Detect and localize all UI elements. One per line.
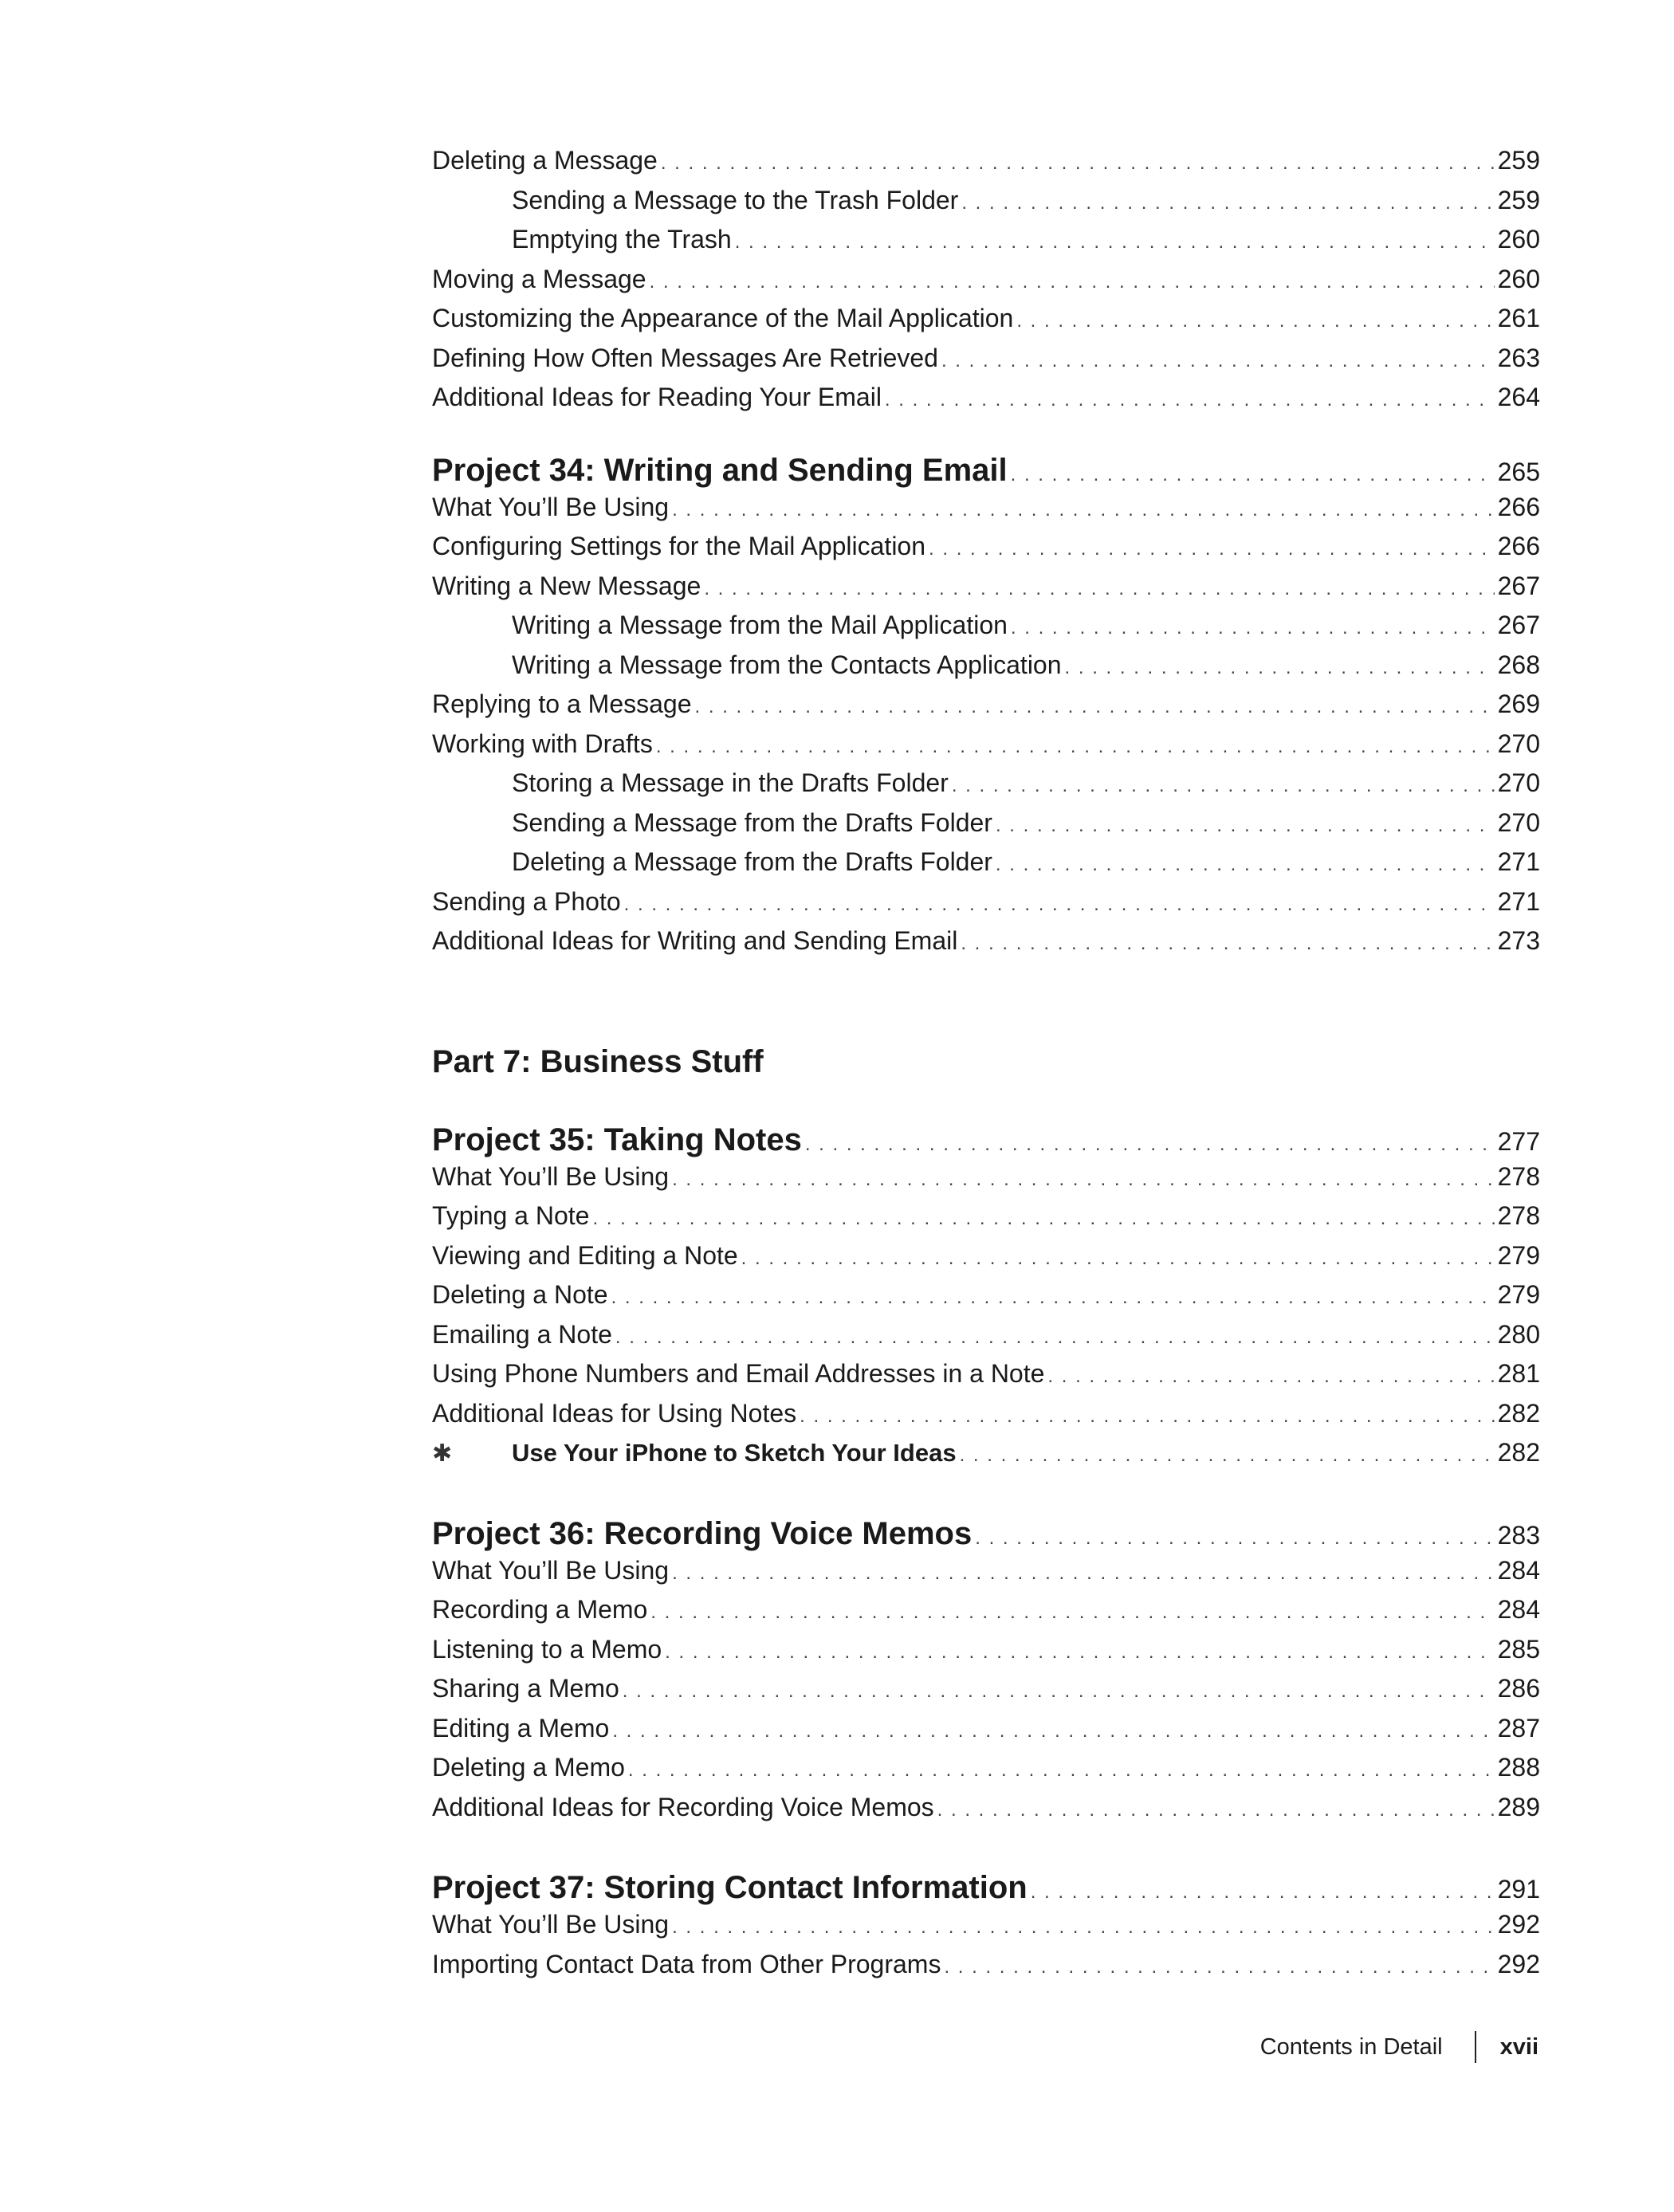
toc-entry-page: 284 <box>1497 1595 1540 1624</box>
toc-entry <box>432 1635 1540 1675</box>
asterisk-icon: ✱ <box>432 1440 453 1467</box>
dot-leader <box>624 894 1495 916</box>
dot-leader <box>672 1169 1495 1191</box>
toc-entry-page: 282 <box>1497 1398 1540 1428</box>
toc-entry-title: Viewing and Editing a Note <box>432 1240 738 1270</box>
toc-entry-title: Use Your iPhone to Sketch Your Ideas <box>512 1439 957 1467</box>
project-title: Project 34: Writing and Sending Email <box>432 452 1008 488</box>
dot-leader <box>628 1759 1495 1782</box>
project-page: 283 <box>1497 1520 1540 1550</box>
project-34-heading <box>432 453 1540 493</box>
dot-leader <box>961 933 1494 955</box>
toc-entry <box>432 926 1540 966</box>
dot-leader <box>615 1326 1495 1349</box>
project-page: 265 <box>1497 457 1540 486</box>
dot-leader <box>741 1247 1495 1270</box>
toc-entry-page: 268 <box>1497 650 1540 679</box>
project-title: Project 37: Storing Contact Information <box>432 1870 1028 1905</box>
toc-entry-title: Sending a Photo <box>432 886 621 916</box>
toc-entry-title: Using Phone Numbers and Email Addresses in a Note <box>432 1359 1045 1388</box>
dot-leader <box>672 1916 1495 1939</box>
toc-entry <box>432 146 1540 186</box>
toc-entry <box>432 1280 1540 1320</box>
toc-entry-title: Deleting a Note <box>432 1280 608 1309</box>
toc-entry-page: 263 <box>1497 343 1540 372</box>
toc-entry-page: 266 <box>1497 532 1540 560</box>
toc-entry-page: 278 <box>1497 1161 1540 1191</box>
toc-entry <box>432 1320 1540 1360</box>
toc-entry-title: Deleting a Message from the Drafts Folder <box>512 847 992 876</box>
toc-entry-title: Additional Ideas for Using Notes <box>432 1398 797 1428</box>
dot-leader <box>996 854 1495 876</box>
toc-entry <box>432 1241 1540 1281</box>
toc-entry <box>432 1595 1540 1635</box>
toc-entry-title: Sharing a Memo <box>432 1674 619 1703</box>
toc-entry <box>432 572 1540 611</box>
toc-special-entry <box>432 1438 1540 1478</box>
toc-entry-title: Writing a Message from the Mail Application <box>512 611 1008 639</box>
footer-divider <box>1475 2031 1476 2063</box>
part-7-heading: Part 7: Business Stuff <box>432 1043 764 1079</box>
dot-leader <box>952 775 1495 797</box>
toc-entry-title: Customizing the Appearance of the Mail Application <box>432 304 1014 332</box>
toc-entry <box>432 1399 1540 1439</box>
toc-entry <box>432 383 1540 422</box>
footer-section-label: Contents in Detail <box>1259 2033 1443 2060</box>
toc-entry-page: 284 <box>1497 1555 1540 1585</box>
toc-entry-title: Writing a New Message <box>432 571 701 600</box>
toc-entry-title: Editing a Memo <box>432 1713 610 1742</box>
toc-entry <box>432 1793 1540 1833</box>
toc-entry-title: Typing a Note <box>432 1201 590 1230</box>
toc-entry-title: Replying to a Message <box>432 690 692 718</box>
toc-entry-title: Working with Drafts <box>432 729 653 758</box>
toc-entry-title: What You’ll Be Using <box>432 492 670 521</box>
toc-entry <box>432 1359 1540 1399</box>
dot-leader <box>885 389 1495 411</box>
toc-entry-page: 288 <box>1497 1753 1540 1782</box>
dot-leader <box>1047 1365 1494 1388</box>
toc-entry-title: Emailing a Note <box>432 1319 612 1349</box>
toc-entry-page: 289 <box>1497 1792 1540 1821</box>
toc-entry-page: 292 <box>1497 1949 1540 1978</box>
dot-leader <box>800 1405 1494 1428</box>
toc-entry-title: Configuring Settings for the Mail Application <box>432 532 926 560</box>
toc-entry-title: Deleting a Memo <box>432 1753 625 1782</box>
toc-entry <box>432 1556 1540 1596</box>
toc-entry-page: 273 <box>1497 926 1540 955</box>
project-title: Project 36: Recording Voice Memos <box>432 1515 973 1551</box>
dot-leader <box>661 152 1495 175</box>
toc-entry-title: Emptying the Trash <box>512 225 732 253</box>
toc-entry-page: 264 <box>1497 383 1540 411</box>
project-title: Project 35: Taking Notes <box>432 1122 802 1157</box>
toc-entry-page: 280 <box>1497 1319 1540 1349</box>
toc-subentry <box>432 847 1540 887</box>
toc-entry <box>432 493 1540 532</box>
dot-leader <box>650 1601 1494 1624</box>
project-page: 277 <box>1497 1126 1540 1156</box>
toc-entry-page: 270 <box>1497 807 1540 837</box>
dot-leader <box>623 1680 1495 1703</box>
toc-entry <box>432 1910 1540 1950</box>
dot-leader <box>650 271 1495 293</box>
dot-leader <box>665 1641 1494 1664</box>
toc-entry-title: Listening to a Memo <box>432 1634 662 1664</box>
dot-leader <box>672 1562 1495 1585</box>
dot-leader <box>592 1208 1494 1230</box>
toc-entry-page: 282 <box>1497 1438 1540 1467</box>
toc-entry-title: Storing a Message in the Drafts Folder <box>512 768 949 797</box>
toc-entry <box>432 532 1540 572</box>
page-number: xvii <box>1499 2033 1538 2060</box>
dot-leader <box>1065 657 1495 679</box>
toc-entry-page: 267 <box>1497 571 1540 600</box>
dot-leader <box>960 1444 1495 1467</box>
toc-entry-page: 287 <box>1497 1713 1540 1742</box>
toc-subentry <box>432 650 1540 690</box>
toc-entry-page: 267 <box>1497 611 1540 639</box>
toc-entry-title: Recording a Memo <box>432 1595 648 1624</box>
project-37-heading <box>432 1870 1540 1910</box>
dot-leader <box>1031 1881 1495 1904</box>
dot-leader <box>944 1956 1494 1978</box>
toc-entry <box>432 344 1540 383</box>
toc-entry-page: 281 <box>1497 1359 1540 1388</box>
dot-leader <box>611 1287 1495 1309</box>
dot-leader <box>929 538 1495 560</box>
toc-entry-title: What You’ll Be Using <box>432 1910 670 1939</box>
toc-entry-title: Deleting a Message <box>432 146 658 175</box>
toc-entry-title: Additional Ideas for Writing and Sending Email <box>432 926 958 955</box>
toc-entry-title: Sending a Message from the Drafts Folder <box>512 807 992 837</box>
toc-entry-page: 285 <box>1497 1634 1540 1664</box>
toc-entry-title: Importing Contact Data from Other Programs <box>432 1949 941 1978</box>
toc-subentry <box>432 611 1540 650</box>
toc-subentry <box>432 808 1540 848</box>
toc-entry <box>432 1753 1540 1793</box>
toc-entry-page: 279 <box>1497 1240 1540 1270</box>
toc-entry-title: Defining How Often Messages Are Retrieved <box>432 343 938 372</box>
project-35-heading <box>432 1122 1540 1162</box>
toc-entry-page: 259 <box>1497 146 1540 175</box>
toc-subentry <box>432 768 1540 808</box>
dot-leader <box>975 1527 1494 1550</box>
toc-subentry <box>432 225 1540 265</box>
toc-entry <box>432 265 1540 304</box>
toc-entry <box>432 304 1540 344</box>
toc-entry-page: 279 <box>1497 1280 1540 1309</box>
dot-leader <box>704 578 1494 600</box>
toc-entry-title: Moving a Message <box>432 264 646 293</box>
toc-entry-page: 286 <box>1497 1674 1540 1703</box>
toc-entry-title: Additional Ideas for Recording Voice Memos <box>432 1792 934 1821</box>
toc-entry-page: 278 <box>1497 1201 1540 1230</box>
toc-entry <box>432 729 1540 769</box>
toc-entry-page: 292 <box>1497 1910 1540 1939</box>
toc-entry <box>432 1714 1540 1754</box>
toc-entry <box>432 690 1540 729</box>
toc-entry-page: 259 <box>1497 185 1540 214</box>
toc-entry-page: 260 <box>1497 225 1540 253</box>
toc-entry-title: Sending a Message to the Trash Folder <box>512 185 959 214</box>
toc-entry-page: 271 <box>1497 847 1540 876</box>
dot-leader <box>656 736 1495 758</box>
dot-leader <box>1016 310 1494 332</box>
dot-leader <box>961 192 1494 214</box>
toc-entry-page: 269 <box>1497 690 1540 718</box>
dot-leader <box>1011 617 1495 639</box>
toc-entry-title: What You’ll Be Using <box>432 1161 670 1191</box>
toc-entry <box>432 1162 1540 1202</box>
dot-leader <box>672 499 1495 521</box>
dot-leader <box>1011 464 1495 486</box>
toc-subentry <box>432 186 1540 226</box>
table-of-contents <box>432 146 1540 1989</box>
dot-leader <box>805 1134 1495 1156</box>
toc-entry-title: Additional Ideas for Reading Your Email <box>432 383 882 411</box>
toc-entry <box>432 1950 1540 1990</box>
toc-entry-page: 270 <box>1497 729 1540 758</box>
project-36-heading <box>432 1516 1540 1556</box>
toc-entry <box>432 887 1540 927</box>
dot-leader <box>996 815 1495 837</box>
toc-entry-page: 261 <box>1497 304 1540 332</box>
toc-entry-page: 271 <box>1497 886 1540 916</box>
toc-entry-title: What You’ll Be Using <box>432 1555 670 1585</box>
toc-entry-page: 266 <box>1497 492 1540 521</box>
toc-entry-page: 260 <box>1497 264 1540 293</box>
dot-leader <box>941 350 1495 372</box>
dot-leader <box>735 231 1495 253</box>
toc-entry <box>432 1674 1540 1714</box>
dot-leader <box>937 1799 1495 1821</box>
page-footer <box>1260 2031 1538 2063</box>
project-page: 291 <box>1497 1875 1540 1904</box>
dot-leader <box>695 696 1495 718</box>
toc-entry <box>432 1201 1540 1241</box>
toc-entry-title: Writing a Message from the Contacts Application <box>512 650 1062 679</box>
toc-entry-page: 270 <box>1497 768 1540 797</box>
dot-leader <box>612 1720 1494 1742</box>
